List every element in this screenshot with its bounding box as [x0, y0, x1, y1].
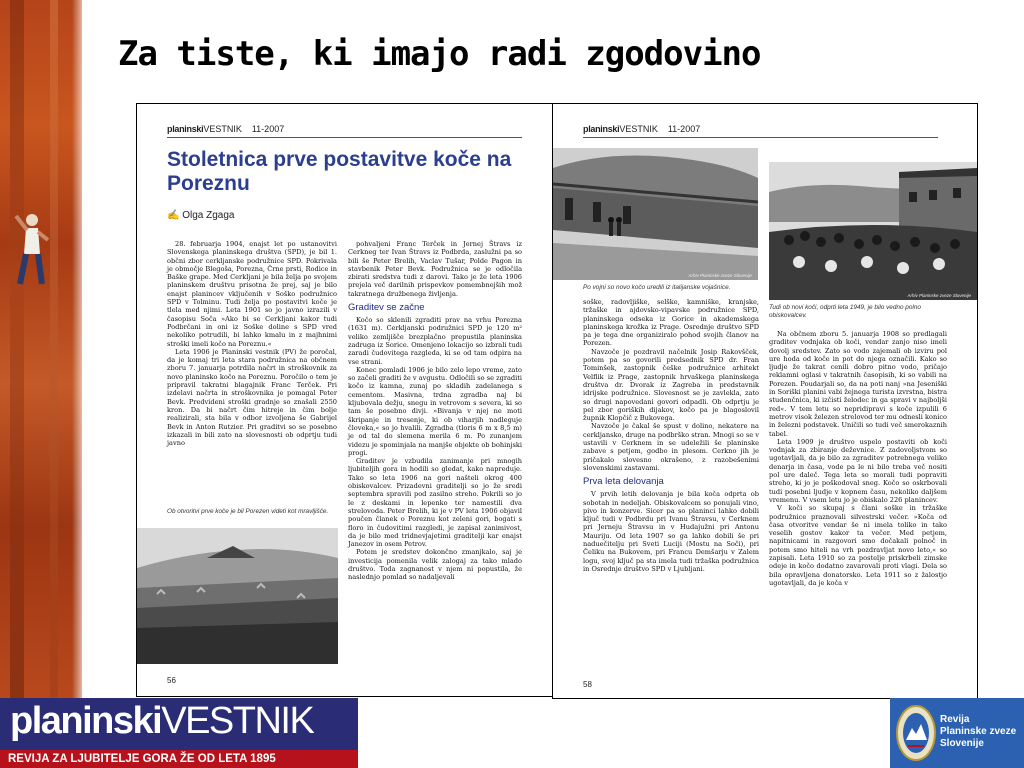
- article-title: Stoletnica prve postavitve koče na Poreznu: [167, 148, 512, 195]
- rock-fade-edge: [72, 0, 82, 700]
- planinski-vestnik-logo: [10, 700, 313, 743]
- historic-photo-crowd-summit: [137, 528, 338, 664]
- pzs-seal-icon: [896, 704, 936, 762]
- rock-texture: [10, 0, 24, 700]
- rock-wall-image: [0, 0, 82, 700]
- historic-photo-visitors: [769, 162, 977, 300]
- magazine-header: [167, 124, 284, 134]
- page-number: 56: [167, 676, 176, 685]
- header-rule: [583, 137, 938, 138]
- magazine-name-suffix: VESTNIK: [619, 124, 658, 134]
- paragraph: Kočo so sklenili zgraditi prav na vrhu Porezna (1631 m). Cerkljanski podružnici SPD je 120 m² veliko zemljišče brezplačno prepustila planinska zadruga iz Sorice. Omenjeno lokacijo so izbrali tudi zaradi čudovitega razgleda, ki se od tam odpira na vse strani.: [348, 316, 522, 366]
- footer-brand-banner: [0, 698, 358, 768]
- text-column-2: [348, 240, 522, 582]
- photo-caption: Po vojni so novo kočo uredili iz italijanske vojašnice.: [583, 284, 731, 291]
- slide-title: Za tiste, ki imajo radi zgodovino: [118, 34, 761, 74]
- paragraph: pohvaljeni Franc Terček in Jernej Štravs iz Cerkneg ter Ivan Štravs iz Podbrda, zaslužni pa so bili še Peter Brelih, Vaclav Tušar, Polde Pagon in stavbenik Peter Bevk. Podružnica se je odločila zbirati sredstva tudi z darovi. Tako je že leta 1906 prejela več darilnih prispevkov pomembnejših mož takratnega družbenega življenja.: [348, 240, 522, 298]
- historic-photo-barracks: [553, 148, 758, 280]
- magazine-name: planinski: [167, 124, 204, 134]
- text-column-1: [167, 240, 337, 447]
- paragraph: Navzoče je čakal še spust v dolino, nekatere na cerkljansko, druge na podbrško stran. Mnogi so se v ustavili v Cerknem in se udeležili še planinske zabave s petjem, godbo in plesom. Cerkno jih je pričakalo slovesno okrašeno, z razobešenimi slovenskimi zastavami.: [583, 422, 759, 472]
- pzs-label: [940, 714, 1016, 750]
- paragraph: V prvih letih delovanja je bila koča odprta ob sobotah in nedeljah. Obiskovalcem so ponujali vino, pivo in konzerve. Sicer pa so planinci lahko dobili ključ tudi v Podbrdu pri Ivanu Štravsu, v Cerknem pri Jerneju Štravsu in v Hudajužni pri Antonu Mauriju. Od leta 1907 so ga lahko dobili še pri naduečitelju pri Sveti Luciji (Mostu na Soči), pri Čeliku na Bukovem, pri Francu Demšarju v Zalem logu, svoj ključ pa sta imela tudi tržaška podružnica in Osrednje društvo SPD v Ljubljani.: [583, 490, 759, 573]
- pzs-label-line: Revija: [940, 714, 970, 725]
- text-column-2: [769, 330, 947, 587]
- footer-tagline: REVIJA ZA LJUBITELJE GORA ŽE OD LETA 1895: [0, 750, 358, 768]
- section-heading: Graditev se začne: [348, 302, 425, 314]
- climber-figure: [10, 210, 50, 290]
- photo-caption: Ob otvoritvi prve koče je bil Porezen videti kot mravljišče.: [167, 508, 329, 515]
- section-heading: Prva leta delovanja: [583, 476, 664, 488]
- issue-label: 11-2007: [667, 124, 701, 134]
- rock-texture: [50, 0, 58, 700]
- photo-credit: Arhiv Planinske zveze Slovenije: [907, 293, 971, 298]
- paragraph: Na občnem zboru 5. januarja 1908 so predlagali graditev vodnjaka ob koči, vendar zanjo niso imeli dovolj sredstev. Zato so vodo zajemali ob izviru pol ure hoda od koče in pot do njega označili. Kako so ljudje že takrat cenili dobro pitno vodo, pričajo reklamni oglasi v takratnih časopisih, ki so vabili na Porezen. Poudarjali so, da na poti nanj »na Jeseniški in Soriški planini vabi žejnega turista izvrstna, bistra studenčnica, ki izčisti želodec in ga spravi v najboljši red«. V tem letu so nepridipravi s koče izpulili 6 metrov visok železen strelovod ter mu odnesli konico in železni podstavek. Uničili so tudi več smerokaznih tabel.: [769, 330, 947, 438]
- logo-part-2: VESTNIK: [161, 700, 314, 742]
- magazine-name-suffix: VESTNIK: [203, 124, 242, 134]
- photo-credit: Arhiv Planinske zveze Slovenije: [688, 273, 752, 278]
- header-rule: [167, 137, 522, 138]
- magazine-name: planinski: [583, 124, 620, 134]
- pzs-label-line: Planinske zveze: [940, 726, 1017, 737]
- magazine-page-left: [136, 103, 554, 697]
- author-name: Olga Zgaga: [182, 210, 235, 221]
- text-column-1: [583, 298, 759, 573]
- magazine-header: [583, 124, 700, 134]
- paragraph: Leta 1909 je društvo uspelo postaviti ob koči vodnjak za zbiranje deževnice. Z zadovoljstvom so ugotavljali, da je bilo za zgraditev potrebnega veliko denarja in časa, vode pa le ni bilo treba več nositi pol ure daleč. Tega leta so morali tudi popraviti streho, ki jo je poškodoval sneg. Kočo so oskrbovali tudi posebni ljudje v kopnem času, nekoliko daljšem vremenu. V vsem letu jo je obiskalo 226 planincev.: [769, 437, 947, 504]
- paragraph: Leta 1906 je Planinski vestnik (PV) že poročal, da je komaj tri leta stara podružnica na občnem zboru 7. januarja potrdila načrt in stroškovnik za novo planinsko kočo na Poreznu. Poročilo o tem je pripravil takratni blagajnik Franc Terček. Pri izdelavi načrta in stroškovnika je pomagal Peter Bevk. Predvideni stroški gradnje so znašali 2550 kron. Da bi načrt čim hitreje in čim bolje realizirali, sta bila v odbor izvoljena še Gabrijel Bevk in Anton Rutzier. Pri graditvi so se posebno izkazali in bili zato na slovesnosti ob odprtju tudi javno: [167, 347, 337, 448]
- issue-label: 11-2007: [251, 124, 285, 134]
- paragraph: Graditev je vzbudila zanimanje pri mnogih ljubiteljih gora in hodili so gledat, kako napreduje. Tako so leta 1906 na gori našteli okrog 400 obiskovalcev. Prizadevni graditelji so jo že sredi septembra spravili pod zasilno streho. Pokrili so jo le z deskami in lepenko ter namestili dva strelovoda. Peter Brelih, ki je v PV leta 1906 objavil poučen članek o Poreznu kot zeleni gori, bogati s floro in čudovitimi razgledi, je zapisal zanimivost, da je bilo med tridnevjajetimi graditelji kar enajst Janezov in osem Petrov.: [348, 457, 522, 549]
- paragraph: 28. februarja 1904, enajst let po ustanovitvi Slovenskega planinskega društva (SPD), je bil 1. občni zbor cerkljanske podružnice SPD. Pokrivala je območje Blegoša, Porezna, Črne prsti, Rodice in Baške grape. Med Cerkljani je bila želja po svojem planinskem društvu prisotna že prej, saj je bilo enajst planincev vključenih v Soško podružnico SPD v Tolminu. Tudi želja po postavitvi koče je tlela med njimi. Leta 1901 so jo javno izrazili v časopisu Soča »Ako bi se Cerkljani kakor tudi Podbrčani in oni iz Soške doline s SPD vred nekoliko potrudili, bi lahko kmalu in z majhnimi stroški imeli kočo na Poreznu.«: [167, 240, 337, 348]
- paragraph: V koči so skupaj s člani soške in tržaške podružnice praznovali silvestrski večer. »Koča od časa otvoritve vendar še ni imela toliko in tako veselih gostov kakor ta večer. Med petjem, napitnicami in razgovori smo dočakali polnoč in potem smo hiteli na vrh pozdravljat novo leto,« so zapisali. Leta 1910 so za postelje priskrbeli zimske odeje in kočo dodatno zavarovali proti vlagi. Dela so bila opravljena donatorsko. Leta 1911 so z žalostjo ugotavljali, da je koča v: [769, 504, 947, 587]
- paragraph: Potem je sredstev dokončno zmanjkalo, saj je investicija pomenila velik zalogaj za tako mlado društvo. Toda zagnanost v njem ni popustila, že naslednjo pomlad so nadaljevali: [348, 548, 522, 582]
- paragraph: soške, radovljiške, selške, kamniške, kranjske, tržaške in ajdovsko-vipavske podružnice SPD, planinskega odseka iz Gorice in akademskega planinskega krožka iz Prage. Osrednje društvo SPD pa je tega dne organiziralo pohod svojih članov na Porezen.: [583, 298, 759, 348]
- paragraph: Konec pomladi 1906 je bilo zelo lepo vreme, zato so začeli graditi že v avgustu. Odločili so se zgraditi kočo iz kamna, zunaj po skladih zadelanega s cementom. Masivna, trdna zgradba naj bi kljubovala dežju, snegu in vetrovom s severa, ki so tam še posebno divji. »Bivanja v njej ne moti škripanje in tresenje, ki ob viharjih nadleguje človeka,« so jo hvalili. Zgradba (tloris 6 m x 8,5 m) je od tal do slemena merila 6 m. Po zunanjem videzu je spominjala na manjše objekte ob bohinjski progi.: [348, 365, 522, 457]
- paragraph: Navzoče je pozdravil načelnik Josip Rakovšček, potem pa so govorili predsednik SPD dr. Fran Tominšek, zastopnik češke podružnice arhitekt Velflik iz Prage, zastopnik hrvaškega planinskega društva dr. Dvorak iz Zagreba in predstavnik idrijske podružnice. Slovesnost se je zavlekla, zato so drugi napovedani govori odpadli. Ob odprtju je pel zbor goriških dijakov, kočo pa je blagoslovil župnik Klopčič z Bukovega.: [583, 347, 759, 423]
- pzs-label-line: Slovenije: [940, 738, 984, 749]
- page-number: 58: [583, 680, 592, 689]
- magazine-page-right: [552, 103, 978, 699]
- footer-pzs-badge: [890, 698, 1024, 768]
- author-byline: ✍ Olga Zgaga: [167, 210, 235, 221]
- logo-part-1: planinski: [10, 700, 162, 742]
- photo-caption: Tudi ob novi koči, odprti leta 1949, je bilo vedno polno obiskovalcev.: [769, 304, 921, 319]
